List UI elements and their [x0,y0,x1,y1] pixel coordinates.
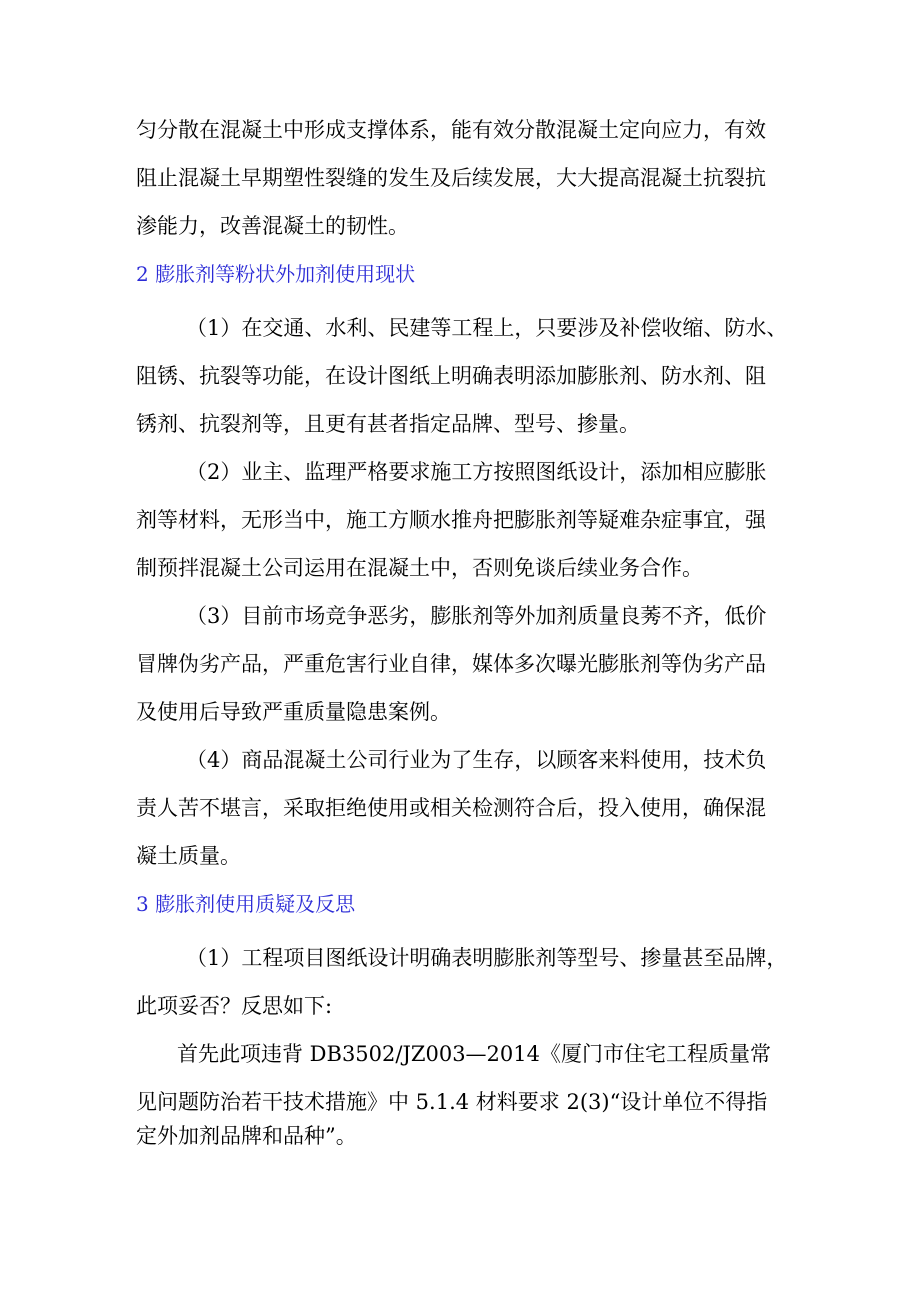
section-3-heading: 3 膨胀剂使用质疑及反思 [136,892,356,916]
s2-p1-line-3: 锈剂、抗裂剂等，且更有甚者指定品牌、型号、掺量。 [136,412,640,436]
s3-p2-line-3: 定外加剂品牌和品种”。 [136,1124,357,1148]
s2-p1-line-1: （1）在交通、水利、民建等工程上，只要涉及补偿收缩、防水、 [186,316,788,340]
s2-p1-line-2: 阻锈、抗裂等功能，在设计图纸上明确表明添加膨胀剂、防水剂、阻 [136,364,766,388]
s2-p2-line-1: （2）业主、监理严格要求施工方按照图纸设计，添加相应膨胀 [186,460,767,484]
s3-p1-line-1: （1）工程项目图纸设计明确表明膨胀剂等型号、掺量甚至品牌， [186,946,788,970]
s3-p2-line-2: 见问题防治若干技术措施》中 5.1.4 材料要求 2(3)“设计单位不得指 [136,1090,768,1114]
s2-p3-line-3: 及使用后导致严重质量隐患案例。 [136,700,451,724]
s3-p2-line-1: 首先此项违背 DB3502/JZ003—2014《厦门市住宅工程质量常 [177,1042,771,1066]
intro-line-3: 渗能力，改善混凝土的韧性。 [136,214,409,238]
s2-p4-line-2: 责人苦不堪言，采取拒绝使用或相关检测符合后，投入使用，确保混 [136,796,766,820]
s2-p3-line-1: （3）目前市场竞争恶劣，膨胀剂等外加剂质量良莠不齐，低价 [186,604,767,628]
s2-p2-line-2: 剂等材料，无形当中，施工方顺水推舟把膨胀剂等疑难杂症事宜，强 [136,508,766,532]
intro-line-2: 阻止混凝土早期塑性裂缝的发生及后续发展，大大提高混凝土抗裂抗 [136,166,766,190]
s3-p1-line-2: 此项妥否？反思如下: [136,994,333,1018]
section-2-heading: 2 膨胀剂等粉状外加剂使用现状 [136,262,416,286]
s2-p3-line-2: 冒牌伪劣产品，严重危害行业自律，媒体多次曝光膨胀剂等伪劣产品 [136,652,766,676]
s2-p4-line-3: 凝土质量。 [136,844,241,868]
s2-p2-line-3: 制预拌混凝土公司运用在混凝土中，否则免谈后续业务合作。 [136,556,703,580]
s2-p4-line-1: （4）商品混凝土公司行业为了生存，以顾客来料使用，技术负 [186,748,767,772]
intro-line-1: 匀分散在混凝土中形成支撑体系，能有效分散混凝土定向应力，有效 [136,118,766,142]
